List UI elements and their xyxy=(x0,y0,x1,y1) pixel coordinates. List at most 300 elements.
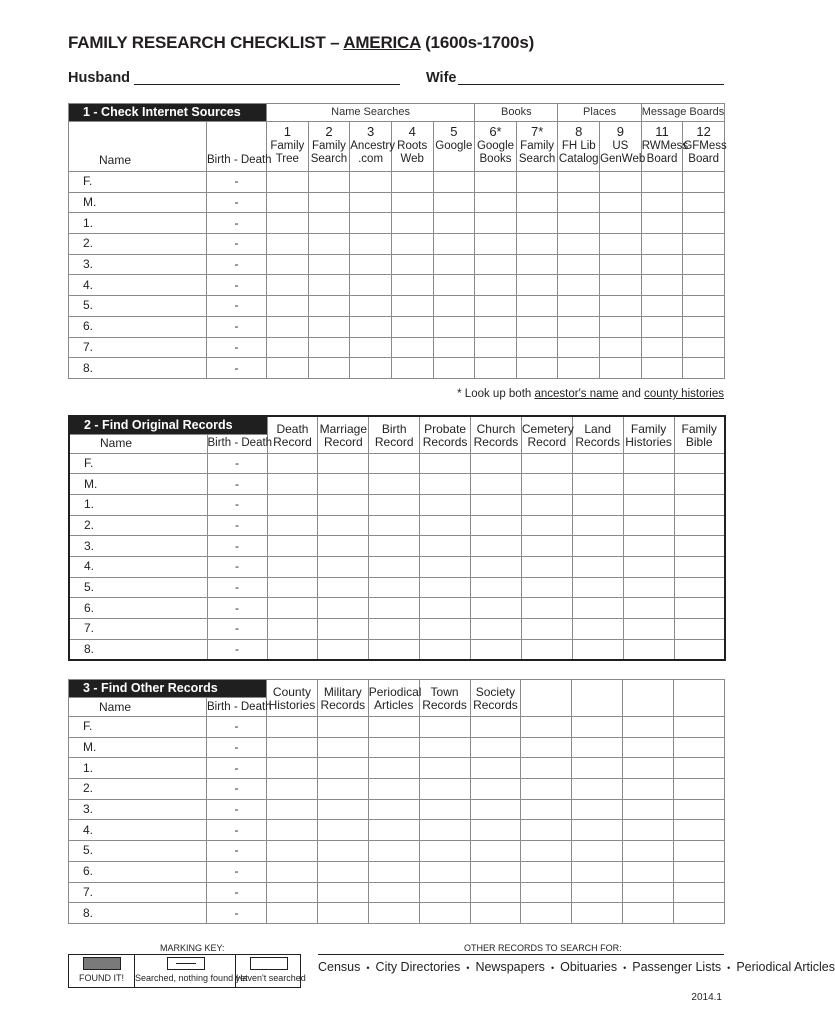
check-cell[interactable] xyxy=(674,737,725,758)
check-cell[interactable] xyxy=(516,337,558,358)
birth-death-cell[interactable]: - xyxy=(207,192,267,213)
check-cell[interactable] xyxy=(641,296,683,317)
check-cell[interactable] xyxy=(419,841,470,862)
check-cell[interactable] xyxy=(267,619,318,640)
check-cell[interactable] xyxy=(420,639,471,660)
check-cell[interactable] xyxy=(521,556,572,577)
check-cell[interactable] xyxy=(572,536,623,557)
check-cell[interactable] xyxy=(521,577,572,598)
check-cell[interactable] xyxy=(572,841,623,862)
check-cell[interactable] xyxy=(572,903,623,924)
check-cell[interactable] xyxy=(391,275,433,296)
check-cell[interactable] xyxy=(572,799,623,820)
check-cell[interactable] xyxy=(623,536,674,557)
check-cell[interactable] xyxy=(391,192,433,213)
check-cell[interactable] xyxy=(317,861,368,882)
check-cell[interactable] xyxy=(521,758,572,779)
check-cell[interactable] xyxy=(318,639,369,660)
check-cell[interactable] xyxy=(674,577,725,598)
check-cell[interactable] xyxy=(521,619,572,640)
birth-death-cell[interactable]: - xyxy=(207,296,267,317)
check-cell[interactable] xyxy=(475,254,517,275)
check-cell[interactable] xyxy=(674,536,725,557)
birth-death-cell[interactable]: - xyxy=(207,234,267,255)
check-cell[interactable] xyxy=(623,453,674,474)
check-cell[interactable] xyxy=(558,337,600,358)
check-cell[interactable] xyxy=(674,861,725,882)
check-cell[interactable] xyxy=(391,337,433,358)
check-cell[interactable] xyxy=(572,882,623,903)
check-cell[interactable] xyxy=(521,639,572,660)
birth-death-cell[interactable]: - xyxy=(207,474,267,495)
check-cell[interactable] xyxy=(572,598,623,619)
check-cell[interactable] xyxy=(350,358,392,379)
wife-field[interactable] xyxy=(458,84,724,85)
check-cell[interactable] xyxy=(623,820,674,841)
check-cell[interactable] xyxy=(641,234,683,255)
check-cell[interactable] xyxy=(308,234,350,255)
check-cell[interactable] xyxy=(558,316,600,337)
check-cell[interactable] xyxy=(683,358,725,379)
check-cell[interactable] xyxy=(572,717,623,738)
check-cell[interactable] xyxy=(419,717,470,738)
check-cell[interactable] xyxy=(475,275,517,296)
check-cell[interactable] xyxy=(350,213,392,234)
check-cell[interactable] xyxy=(558,213,600,234)
check-cell[interactable] xyxy=(471,536,522,557)
check-cell[interactable] xyxy=(368,841,419,862)
check-cell[interactable] xyxy=(433,337,475,358)
check-cell[interactable] xyxy=(391,254,433,275)
check-cell[interactable] xyxy=(267,903,318,924)
check-cell[interactable] xyxy=(683,213,725,234)
check-cell[interactable] xyxy=(683,234,725,255)
check-cell[interactable] xyxy=(683,316,725,337)
check-cell[interactable] xyxy=(317,841,368,862)
check-cell[interactable] xyxy=(623,737,674,758)
check-cell[interactable] xyxy=(391,172,433,193)
check-cell[interactable] xyxy=(623,515,674,536)
birth-death-cell[interactable]: - xyxy=(207,758,267,779)
check-cell[interactable] xyxy=(267,316,309,337)
check-cell[interactable] xyxy=(683,275,725,296)
check-cell[interactable] xyxy=(420,536,471,557)
check-cell[interactable] xyxy=(308,316,350,337)
birth-death-cell[interactable]: - xyxy=(207,536,267,557)
check-cell[interactable] xyxy=(623,861,674,882)
check-cell[interactable] xyxy=(674,779,725,800)
check-cell[interactable] xyxy=(267,213,309,234)
check-cell[interactable] xyxy=(318,536,369,557)
check-cell[interactable] xyxy=(318,556,369,577)
check-cell[interactable] xyxy=(641,337,683,358)
check-cell[interactable] xyxy=(674,758,725,779)
check-cell[interactable] xyxy=(267,474,318,495)
check-cell[interactable] xyxy=(419,820,470,841)
check-cell[interactable] xyxy=(267,337,309,358)
check-cell[interactable] xyxy=(572,619,623,640)
check-cell[interactable] xyxy=(683,337,725,358)
check-cell[interactable] xyxy=(516,358,558,379)
check-cell[interactable] xyxy=(470,758,521,779)
check-cell[interactable] xyxy=(521,453,572,474)
check-cell[interactable] xyxy=(419,779,470,800)
check-cell[interactable] xyxy=(470,717,521,738)
check-cell[interactable] xyxy=(558,234,600,255)
birth-death-cell[interactable]: - xyxy=(207,717,267,738)
check-cell[interactable] xyxy=(521,820,572,841)
check-cell[interactable] xyxy=(558,358,600,379)
check-cell[interactable] xyxy=(350,192,392,213)
birth-death-cell[interactable]: - xyxy=(207,275,267,296)
check-cell[interactable] xyxy=(516,316,558,337)
check-cell[interactable] xyxy=(391,316,433,337)
check-cell[interactable] xyxy=(475,213,517,234)
check-cell[interactable] xyxy=(267,779,318,800)
check-cell[interactable] xyxy=(558,254,600,275)
check-cell[interactable] xyxy=(308,275,350,296)
check-cell[interactable] xyxy=(471,639,522,660)
check-cell[interactable] xyxy=(369,619,420,640)
check-cell[interactable] xyxy=(369,474,420,495)
check-cell[interactable] xyxy=(558,296,600,317)
check-cell[interactable] xyxy=(623,799,674,820)
check-cell[interactable] xyxy=(391,213,433,234)
check-cell[interactable] xyxy=(521,494,572,515)
check-cell[interactable] xyxy=(350,296,392,317)
check-cell[interactable] xyxy=(317,903,368,924)
birth-death-cell[interactable]: - xyxy=(207,316,267,337)
check-cell[interactable] xyxy=(470,882,521,903)
check-cell[interactable] xyxy=(674,494,725,515)
check-cell[interactable] xyxy=(600,296,642,317)
check-cell[interactable] xyxy=(369,577,420,598)
check-cell[interactable] xyxy=(368,799,419,820)
check-cell[interactable] xyxy=(674,556,725,577)
birth-death-cell[interactable]: - xyxy=(207,779,267,800)
birth-death-cell[interactable]: - xyxy=(207,820,267,841)
check-cell[interactable] xyxy=(308,358,350,379)
check-cell[interactable] xyxy=(267,799,318,820)
check-cell[interactable] xyxy=(308,254,350,275)
check-cell[interactable] xyxy=(623,556,674,577)
check-cell[interactable] xyxy=(572,779,623,800)
check-cell[interactable] xyxy=(433,275,475,296)
birth-death-cell[interactable]: - xyxy=(207,337,267,358)
check-cell[interactable] xyxy=(317,717,368,738)
check-cell[interactable] xyxy=(470,861,521,882)
check-cell[interactable] xyxy=(391,296,433,317)
check-cell[interactable] xyxy=(623,841,674,862)
birth-death-cell[interactable]: - xyxy=(207,882,267,903)
check-cell[interactable] xyxy=(267,556,318,577)
birth-death-cell[interactable]: - xyxy=(207,639,267,660)
check-cell[interactable] xyxy=(433,358,475,379)
check-cell[interactable] xyxy=(471,453,522,474)
check-cell[interactable] xyxy=(317,799,368,820)
check-cell[interactable] xyxy=(470,903,521,924)
check-cell[interactable] xyxy=(623,758,674,779)
check-cell[interactable] xyxy=(368,903,419,924)
check-cell[interactable] xyxy=(674,841,725,862)
check-cell[interactable] xyxy=(267,172,309,193)
check-cell[interactable] xyxy=(267,192,309,213)
check-cell[interactable] xyxy=(318,494,369,515)
check-cell[interactable] xyxy=(369,453,420,474)
birth-death-cell[interactable]: - xyxy=(207,577,267,598)
check-cell[interactable] xyxy=(391,234,433,255)
check-cell[interactable] xyxy=(267,577,318,598)
check-cell[interactable] xyxy=(369,536,420,557)
check-cell[interactable] xyxy=(475,172,517,193)
check-cell[interactable] xyxy=(308,192,350,213)
check-cell[interactable] xyxy=(318,619,369,640)
check-cell[interactable] xyxy=(521,882,572,903)
check-cell[interactable] xyxy=(521,598,572,619)
check-cell[interactable] xyxy=(471,556,522,577)
check-cell[interactable] xyxy=(572,758,623,779)
check-cell[interactable] xyxy=(674,820,725,841)
check-cell[interactable] xyxy=(350,172,392,193)
check-cell[interactable] xyxy=(267,296,309,317)
check-cell[interactable] xyxy=(267,515,318,536)
check-cell[interactable] xyxy=(572,861,623,882)
check-cell[interactable] xyxy=(267,254,309,275)
birth-death-cell[interactable]: - xyxy=(207,619,267,640)
check-cell[interactable] xyxy=(475,296,517,317)
birth-death-cell[interactable]: - xyxy=(207,903,267,924)
check-cell[interactable] xyxy=(600,192,642,213)
check-cell[interactable] xyxy=(600,275,642,296)
check-cell[interactable] xyxy=(572,474,623,495)
check-cell[interactable] xyxy=(572,577,623,598)
check-cell[interactable] xyxy=(521,737,572,758)
check-cell[interactable] xyxy=(572,737,623,758)
check-cell[interactable] xyxy=(350,254,392,275)
check-cell[interactable] xyxy=(433,172,475,193)
check-cell[interactable] xyxy=(420,453,471,474)
check-cell[interactable] xyxy=(317,820,368,841)
check-cell[interactable] xyxy=(419,737,470,758)
check-cell[interactable] xyxy=(369,639,420,660)
check-cell[interactable] xyxy=(317,758,368,779)
check-cell[interactable] xyxy=(420,474,471,495)
check-cell[interactable] xyxy=(267,882,318,903)
check-cell[interactable] xyxy=(572,556,623,577)
check-cell[interactable] xyxy=(674,903,725,924)
check-cell[interactable] xyxy=(572,639,623,660)
check-cell[interactable] xyxy=(368,820,419,841)
check-cell[interactable] xyxy=(267,717,318,738)
check-cell[interactable] xyxy=(470,841,521,862)
check-cell[interactable] xyxy=(318,453,369,474)
check-cell[interactable] xyxy=(572,820,623,841)
check-cell[interactable] xyxy=(475,337,517,358)
check-cell[interactable] xyxy=(521,799,572,820)
birth-death-cell[interactable]: - xyxy=(207,213,267,234)
check-cell[interactable] xyxy=(433,316,475,337)
check-cell[interactable] xyxy=(572,515,623,536)
check-cell[interactable] xyxy=(267,598,318,619)
check-cell[interactable] xyxy=(600,316,642,337)
check-cell[interactable] xyxy=(641,192,683,213)
check-cell[interactable] xyxy=(267,639,318,660)
check-cell[interactable] xyxy=(317,737,368,758)
check-cell[interactable] xyxy=(623,639,674,660)
check-cell[interactable] xyxy=(471,577,522,598)
check-cell[interactable] xyxy=(420,577,471,598)
check-cell[interactable] xyxy=(471,474,522,495)
check-cell[interactable] xyxy=(521,779,572,800)
check-cell[interactable] xyxy=(516,192,558,213)
check-cell[interactable] xyxy=(267,820,318,841)
check-cell[interactable] xyxy=(420,494,471,515)
check-cell[interactable] xyxy=(420,619,471,640)
check-cell[interactable] xyxy=(641,358,683,379)
check-cell[interactable] xyxy=(683,254,725,275)
check-cell[interactable] xyxy=(419,882,470,903)
check-cell[interactable] xyxy=(600,254,642,275)
check-cell[interactable] xyxy=(419,861,470,882)
birth-death-cell[interactable]: - xyxy=(207,737,267,758)
check-cell[interactable] xyxy=(475,192,517,213)
check-cell[interactable] xyxy=(572,453,623,474)
check-cell[interactable] xyxy=(308,213,350,234)
check-cell[interactable] xyxy=(521,717,572,738)
husband-field[interactable] xyxy=(134,84,400,85)
check-cell[interactable] xyxy=(475,234,517,255)
check-cell[interactable] xyxy=(369,494,420,515)
check-cell[interactable] xyxy=(433,234,475,255)
birth-death-cell[interactable]: - xyxy=(207,861,267,882)
birth-death-cell[interactable]: - xyxy=(207,598,267,619)
check-cell[interactable] xyxy=(470,737,521,758)
check-cell[interactable] xyxy=(623,598,674,619)
check-cell[interactable] xyxy=(600,172,642,193)
check-cell[interactable] xyxy=(558,192,600,213)
check-cell[interactable] xyxy=(521,903,572,924)
check-cell[interactable] xyxy=(516,234,558,255)
check-cell[interactable] xyxy=(318,515,369,536)
check-cell[interactable] xyxy=(521,515,572,536)
check-cell[interactable] xyxy=(623,577,674,598)
check-cell[interactable] xyxy=(267,861,318,882)
check-cell[interactable] xyxy=(433,254,475,275)
check-cell[interactable] xyxy=(683,172,725,193)
check-cell[interactable] xyxy=(267,494,318,515)
check-cell[interactable] xyxy=(623,903,674,924)
check-cell[interactable] xyxy=(419,903,470,924)
check-cell[interactable] xyxy=(267,234,309,255)
check-cell[interactable] xyxy=(641,275,683,296)
check-cell[interactable] xyxy=(674,619,725,640)
birth-death-cell[interactable]: - xyxy=(207,515,267,536)
check-cell[interactable] xyxy=(308,296,350,317)
check-cell[interactable] xyxy=(368,737,419,758)
check-cell[interactable] xyxy=(674,799,725,820)
check-cell[interactable] xyxy=(674,453,725,474)
check-cell[interactable] xyxy=(558,275,600,296)
birth-death-cell[interactable]: - xyxy=(207,358,267,379)
check-cell[interactable] xyxy=(516,254,558,275)
check-cell[interactable] xyxy=(433,192,475,213)
check-cell[interactable] xyxy=(521,474,572,495)
check-cell[interactable] xyxy=(419,758,470,779)
check-cell[interactable] xyxy=(318,577,369,598)
check-cell[interactable] xyxy=(267,358,309,379)
check-cell[interactable] xyxy=(267,841,318,862)
check-cell[interactable] xyxy=(516,172,558,193)
check-cell[interactable] xyxy=(267,758,318,779)
check-cell[interactable] xyxy=(433,213,475,234)
check-cell[interactable] xyxy=(600,358,642,379)
check-cell[interactable] xyxy=(641,254,683,275)
check-cell[interactable] xyxy=(267,275,309,296)
check-cell[interactable] xyxy=(641,172,683,193)
check-cell[interactable] xyxy=(368,717,419,738)
check-cell[interactable] xyxy=(350,234,392,255)
check-cell[interactable] xyxy=(308,337,350,358)
check-cell[interactable] xyxy=(350,275,392,296)
check-cell[interactable] xyxy=(350,337,392,358)
check-cell[interactable] xyxy=(368,861,419,882)
check-cell[interactable] xyxy=(471,619,522,640)
check-cell[interactable] xyxy=(267,536,318,557)
check-cell[interactable] xyxy=(516,275,558,296)
check-cell[interactable] xyxy=(572,494,623,515)
check-cell[interactable] xyxy=(674,598,725,619)
birth-death-cell[interactable]: - xyxy=(207,494,267,515)
check-cell[interactable] xyxy=(475,316,517,337)
check-cell[interactable] xyxy=(433,296,475,317)
check-cell[interactable] xyxy=(674,474,725,495)
check-cell[interactable] xyxy=(350,316,392,337)
check-cell[interactable] xyxy=(516,213,558,234)
check-cell[interactable] xyxy=(420,556,471,577)
check-cell[interactable] xyxy=(318,598,369,619)
check-cell[interactable] xyxy=(521,536,572,557)
check-cell[interactable] xyxy=(471,515,522,536)
check-cell[interactable] xyxy=(318,474,369,495)
check-cell[interactable] xyxy=(674,882,725,903)
check-cell[interactable] xyxy=(308,172,350,193)
check-cell[interactable] xyxy=(369,515,420,536)
check-cell[interactable] xyxy=(521,861,572,882)
birth-death-cell[interactable]: - xyxy=(207,453,267,474)
check-cell[interactable] xyxy=(600,213,642,234)
birth-death-cell[interactable]: - xyxy=(207,799,267,820)
check-cell[interactable] xyxy=(516,296,558,317)
check-cell[interactable] xyxy=(470,779,521,800)
check-cell[interactable] xyxy=(641,316,683,337)
birth-death-cell[interactable]: - xyxy=(207,841,267,862)
check-cell[interactable] xyxy=(558,172,600,193)
check-cell[interactable] xyxy=(471,598,522,619)
check-cell[interactable] xyxy=(420,598,471,619)
check-cell[interactable] xyxy=(475,358,517,379)
check-cell[interactable] xyxy=(600,337,642,358)
check-cell[interactable] xyxy=(470,799,521,820)
check-cell[interactable] xyxy=(674,515,725,536)
check-cell[interactable] xyxy=(683,192,725,213)
check-cell[interactable] xyxy=(623,474,674,495)
check-cell[interactable] xyxy=(521,841,572,862)
check-cell[interactable] xyxy=(623,494,674,515)
check-cell[interactable] xyxy=(267,737,318,758)
check-cell[interactable] xyxy=(683,296,725,317)
check-cell[interactable] xyxy=(369,556,420,577)
check-cell[interactable] xyxy=(368,758,419,779)
